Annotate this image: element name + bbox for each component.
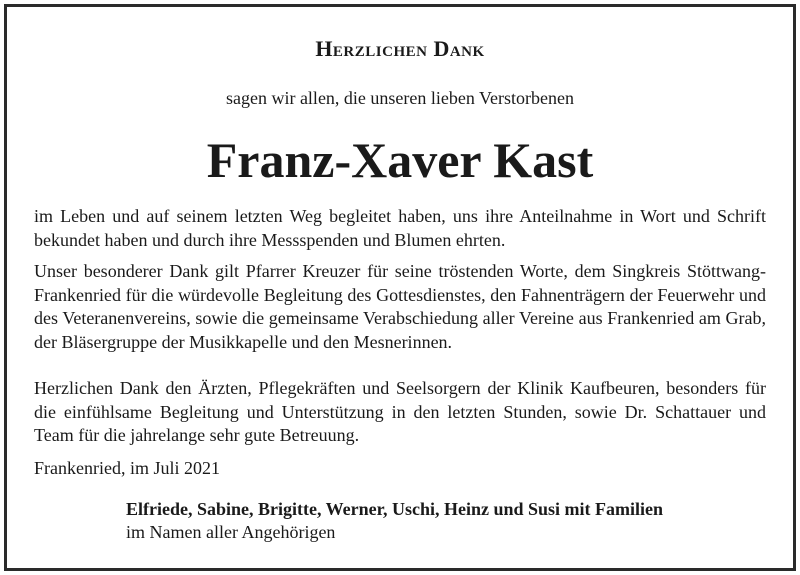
on-behalf-line: im Namen aller Angehörigen [126,522,336,542]
intro-line: sagen wir allen, die unseren lieben Verstorbenen [225,88,575,108]
signers: Elfriede, Sabine, Brigitte, Werner, Uschi, Heinz und Susi mit Familien [126,499,664,519]
paragraph-medical-thanks: Herzlichen Dank den Ärzten, Pflegekräften und Seelsorgern der Klinik Kaufbeuren, besonders für die einfühlsame Begleitung und Unterstützung in den letzten Stunden, sowie Dr. Schattauer und Team für die jahrelange sehr gute Betreuung. [34,378,766,445]
notice-heading: Herzlichen Dank [315,36,485,61]
paragraph-support: im Leben und auf seinem letzten Weg begleitet haben, uns ihre Anteilnahme in Wort und Schrift bekundet haben und durch ihre Messspenden und Blumen ehrten. [34,206,766,250]
paragraph-special-thanks: Unser besonderer Dank gilt Pfarrer Kreuzer für seine tröstenden Worte, dem Singkreis Stöttwang-Frankenried für die würdevolle Begleitung des Gottesdienstes, den Fahnenträgern der Feuerwehr und des Veteranenvereins, sowie die gemeinsame Verabschiedung aller Vereine aus Frankenried am Grab, der Bläsergruppe der Musikkapelle und den Mesnerinnen. [34,261,766,352]
place-date: Frankenried, im Juli 2021 [34,458,220,478]
deceased-name: Franz-Xaver Kast [206,132,594,188]
